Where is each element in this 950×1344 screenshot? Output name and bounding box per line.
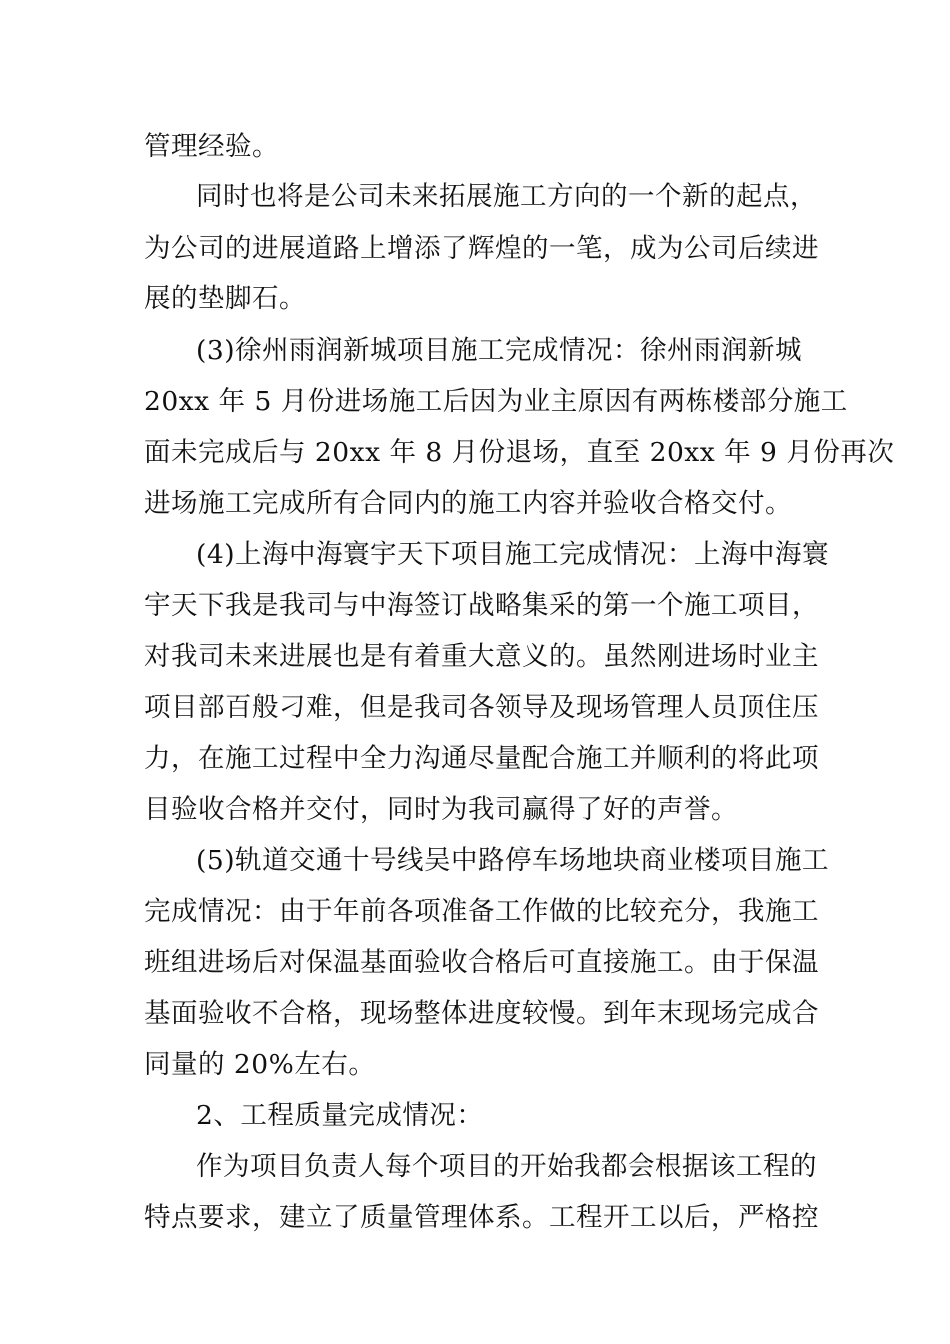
text-line: 项目部百般刁难，但是我司各领导及现场管理人员顶住压 xyxy=(144,692,819,723)
text-line: 20xx 年 5 月份进场施工后因为业主原因有两栋楼部分施工 xyxy=(144,386,848,417)
text-line: 完成情况：由于年前各项准备工作做的比较充分，我施工 xyxy=(144,896,819,927)
paragraph-start-line: (5)轨道交通十号线吴中路停车场地块商业楼项目施工 xyxy=(196,845,830,876)
paragraph-start-line: 同时也将是公司未来拓展施工方向的一个新的起点， xyxy=(196,181,817,212)
paragraph-start-line: (4)上海中海寰宇天下项目施工完成情况：上海中海寰 xyxy=(196,539,830,570)
text-line: 班组进场后对保温基面验收合格后可直接施工。由于保温 xyxy=(144,947,819,978)
text-line: 宇天下我是我司与中海签订战略集采的第一个施工项目， xyxy=(144,590,819,621)
text-line: 同量的 20%左右。 xyxy=(144,1049,376,1080)
text-line: 力，在施工过程中全力沟通尽量配合施工并顺利的将此项 xyxy=(144,743,819,774)
text-line: 面未完成后与 20xx 年 8 月份退场，直至 20xx 年 9 月份再次 xyxy=(144,437,895,468)
text-line: 基面验收不合格，现场整体进度较慢。到年末现场完成合 xyxy=(144,998,819,1029)
section-heading: 2、工程质量完成情况： xyxy=(196,1100,484,1131)
text-line: 为公司的进展道路上增添了辉煌的一笔，成为公司后续进 xyxy=(144,233,819,264)
text-line: 对我司未来进展也是有着重大意义的。虽然刚进场时业主 xyxy=(144,641,819,672)
text-line: 进场施工完成所有合同内的施工内容并验收合格交付。 xyxy=(144,488,792,519)
text-line: 特点要求，建立了质量管理体系。工程开工以后，严格控 xyxy=(144,1202,819,1233)
paragraph-start-line: 作为项目负责人每个项目的开始我都会根据该工程的 xyxy=(196,1151,817,1182)
text-line: 目验收合格并交付，同时为我司赢得了好的声誉。 xyxy=(144,794,738,825)
paragraph-start-line: (3)徐州雨润新城项目施工完成情况：徐州雨润新城 xyxy=(196,335,803,366)
text-line: 展的垫脚石。 xyxy=(144,283,306,314)
text-line: 管理经验。 xyxy=(144,131,279,162)
